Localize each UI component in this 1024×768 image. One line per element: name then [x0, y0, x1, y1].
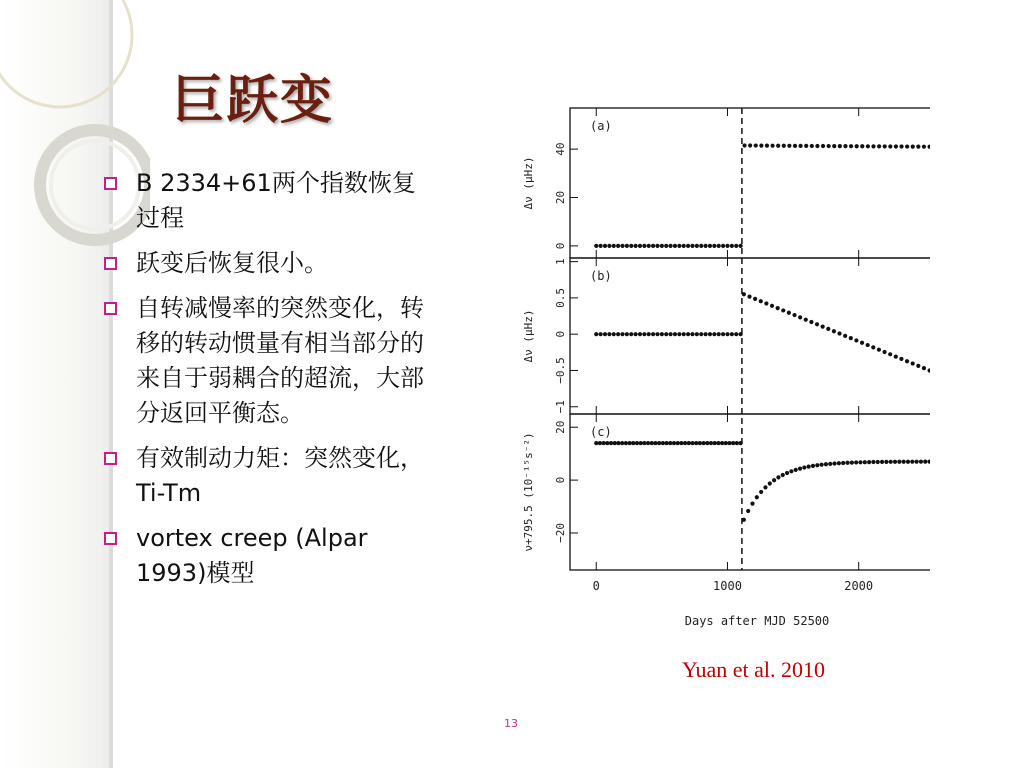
data-point — [721, 244, 725, 248]
data-point — [717, 332, 721, 336]
data-point — [843, 334, 847, 338]
data-point — [712, 332, 716, 336]
data-point — [603, 332, 607, 336]
data-point — [594, 244, 598, 248]
data-point — [910, 460, 914, 464]
data-point — [798, 467, 802, 471]
data-point — [860, 144, 864, 148]
data-point — [837, 461, 841, 465]
data-point — [704, 244, 708, 248]
data-point — [826, 327, 830, 331]
data-point — [815, 463, 819, 467]
data-point — [686, 332, 690, 336]
data-point — [690, 332, 694, 336]
bullet-square-icon — [104, 257, 117, 270]
data-point — [832, 144, 836, 148]
data-point — [594, 332, 598, 336]
data-point — [748, 143, 752, 147]
data-point — [682, 332, 686, 336]
data-point — [642, 441, 646, 445]
data-point — [832, 461, 836, 465]
y-tick-label: 0.5 — [554, 287, 567, 308]
data-point — [799, 144, 803, 148]
data-point — [854, 338, 858, 342]
data-point — [927, 368, 930, 372]
data-point — [776, 144, 780, 148]
data-point — [906, 460, 910, 464]
data-point — [923, 460, 927, 464]
data-point — [694, 441, 698, 445]
data-point — [899, 357, 903, 361]
data-point — [802, 465, 806, 469]
data-point — [855, 144, 859, 148]
panel-label: (a) — [590, 119, 612, 133]
data-point — [883, 144, 887, 148]
data-point — [639, 441, 643, 445]
data-point — [922, 145, 926, 149]
y-axis-title: ν+795.5 (10⁻¹⁵s⁻²) — [522, 432, 535, 552]
data-point — [638, 244, 642, 248]
data-point — [651, 332, 655, 336]
data-point — [616, 441, 620, 445]
panel-frame — [570, 258, 930, 414]
data-point — [770, 144, 774, 148]
data-point — [679, 441, 683, 445]
data-point — [838, 144, 842, 148]
data-point — [866, 343, 870, 347]
data-point — [625, 244, 629, 248]
data-point — [599, 332, 603, 336]
data-point — [647, 244, 651, 248]
data-point — [625, 332, 629, 336]
data-point — [677, 244, 681, 248]
data-point — [888, 144, 892, 148]
data-point — [730, 244, 734, 248]
bullet-square-icon — [104, 302, 117, 315]
data-point — [911, 144, 915, 148]
data-point — [699, 244, 703, 248]
data-point — [634, 244, 638, 248]
data-point — [695, 244, 699, 248]
data-point — [764, 301, 768, 305]
data-point — [919, 460, 923, 464]
data-point — [661, 441, 665, 445]
data-point — [755, 495, 759, 499]
data-point — [893, 460, 897, 464]
data-point — [720, 441, 724, 445]
data-point — [815, 144, 819, 148]
data-point — [712, 244, 716, 248]
data-point — [690, 244, 694, 248]
x-axis-title: Days after MJD 52500 — [684, 614, 830, 628]
data-point — [676, 441, 680, 445]
data-point — [849, 144, 853, 148]
figure-caption: Yuan et al. 2010 — [682, 657, 825, 682]
data-point — [899, 144, 903, 148]
data-point — [781, 473, 785, 477]
data-point — [669, 244, 673, 248]
y-tick-label: 40 — [554, 142, 567, 156]
page-number: 13 — [504, 717, 518, 730]
data-point — [792, 313, 796, 317]
data-point — [828, 462, 832, 466]
data-point — [629, 244, 633, 248]
data-point — [810, 144, 814, 148]
data-point — [627, 441, 631, 445]
data-point — [642, 332, 646, 336]
data-point — [660, 244, 664, 248]
data-point — [854, 460, 858, 464]
data-point — [858, 460, 862, 464]
data-point — [850, 460, 854, 464]
data-point — [927, 145, 930, 149]
bullet-item — [100, 441, 430, 511]
data-point — [631, 441, 635, 445]
y-tick-label: 1 — [554, 258, 567, 265]
data-point — [730, 332, 734, 336]
data-point — [716, 441, 720, 445]
data-point — [721, 332, 725, 336]
data-point — [832, 329, 836, 333]
data-point — [725, 332, 729, 336]
data-point — [634, 332, 638, 336]
data-point — [871, 460, 875, 464]
panel-frame — [570, 414, 930, 570]
y-tick-label: 20 — [554, 190, 567, 205]
data-point — [650, 441, 654, 445]
y-tick-label: 0 — [554, 242, 567, 250]
data-point — [660, 332, 664, 336]
data-point — [609, 441, 613, 445]
data-point — [882, 350, 886, 354]
data-point — [845, 461, 849, 465]
data-point — [673, 332, 677, 336]
data-point — [789, 469, 793, 473]
data-point — [863, 460, 867, 464]
data-point — [905, 359, 909, 363]
data-point — [877, 348, 881, 352]
x-tick-label: 1000 — [713, 579, 742, 593]
data-point — [754, 143, 758, 147]
data-point — [699, 332, 703, 336]
y-tick-label: −20 — [554, 523, 567, 543]
data-point — [613, 441, 617, 445]
data-point — [807, 465, 811, 469]
data-point — [638, 332, 642, 336]
data-point — [698, 441, 702, 445]
data-point — [787, 144, 791, 148]
panel-frame — [570, 108, 930, 258]
data-point — [668, 441, 672, 445]
y-axis-title: Δν (μHz) — [522, 156, 535, 210]
data-point — [647, 332, 651, 336]
data-point — [635, 441, 639, 445]
data-point — [734, 244, 738, 248]
data-point — [821, 325, 825, 329]
bullet-item — [100, 521, 430, 591]
data-point — [708, 244, 712, 248]
data-point — [815, 322, 819, 326]
data-point — [849, 336, 853, 340]
bullet-square-icon — [104, 177, 117, 190]
data-point — [629, 332, 633, 336]
data-point — [612, 332, 616, 336]
data-point — [911, 361, 915, 365]
data-point — [646, 441, 650, 445]
data-point — [664, 332, 668, 336]
panel-label: (c) — [590, 425, 612, 439]
data-point — [602, 441, 606, 445]
data-point — [897, 460, 901, 464]
data-point — [616, 244, 620, 248]
data-point — [888, 352, 892, 356]
data-point — [759, 299, 763, 303]
data-point — [672, 441, 676, 445]
data-point — [717, 244, 721, 248]
data-point — [735, 441, 739, 445]
data-point — [686, 244, 690, 248]
data-point — [598, 441, 602, 445]
data-point — [750, 501, 754, 505]
glitch-chart — [510, 100, 930, 640]
bullet-item — [100, 166, 430, 236]
data-point — [747, 294, 751, 298]
data-point — [860, 341, 864, 345]
data-point — [705, 441, 709, 445]
data-point — [664, 244, 668, 248]
data-point — [916, 364, 920, 368]
data-point — [683, 441, 687, 445]
data-point — [809, 320, 813, 324]
data-point — [599, 244, 603, 248]
bullet-list — [100, 166, 430, 601]
data-point — [827, 144, 831, 148]
data-point — [713, 441, 717, 445]
data-point — [794, 468, 798, 472]
data-point — [876, 460, 880, 464]
data-point — [787, 311, 791, 315]
data-point — [781, 308, 785, 312]
data-point — [624, 441, 628, 445]
data-point — [905, 144, 909, 148]
data-point — [725, 244, 729, 248]
y-tick-label: 0 — [554, 476, 567, 484]
data-point — [804, 144, 808, 148]
data-point — [768, 481, 772, 485]
data-point — [841, 461, 845, 465]
data-point — [889, 460, 893, 464]
data-point — [871, 144, 875, 148]
y-tick-label: 20 — [554, 420, 567, 434]
data-point — [655, 332, 659, 336]
data-point — [607, 332, 611, 336]
data-point — [620, 332, 624, 336]
data-point — [677, 332, 681, 336]
data-point — [772, 478, 776, 482]
data-point — [880, 460, 884, 464]
data-point — [782, 144, 786, 148]
data-point — [867, 460, 871, 464]
data-point — [605, 441, 609, 445]
bullet-square-icon — [104, 452, 117, 465]
data-point — [894, 355, 898, 359]
data-point — [734, 332, 738, 336]
data-point — [843, 144, 847, 148]
data-point — [811, 464, 815, 468]
bullet-text: 有效制动力矩：突然变化，Ti-Tm — [136, 444, 424, 507]
data-point — [824, 462, 828, 466]
data-point — [673, 244, 677, 248]
data-point — [776, 306, 780, 310]
data-point — [642, 244, 646, 248]
bullet-text: vortex creep (Alpar 1993)模型 — [136, 524, 368, 587]
data-point — [738, 244, 742, 248]
bullet-text: B 2334+61两个指数恢复过程 — [136, 169, 416, 232]
data-point — [620, 244, 624, 248]
data-point — [682, 244, 686, 248]
data-point — [708, 332, 712, 336]
data-point — [704, 332, 708, 336]
data-point — [746, 509, 750, 513]
data-point — [804, 318, 808, 322]
data-point — [701, 441, 705, 445]
bullet-square-icon — [104, 532, 117, 545]
y-tick-label: 0 — [554, 330, 567, 338]
data-point — [664, 441, 668, 445]
data-point — [651, 244, 655, 248]
bullet-item — [100, 291, 430, 431]
data-point — [742, 143, 746, 147]
data-point — [655, 244, 659, 248]
data-point — [770, 304, 774, 308]
data-point — [820, 463, 824, 467]
data-point — [594, 441, 598, 445]
x-tick-label: 2000 — [844, 579, 874, 593]
data-point — [763, 485, 767, 489]
data-point — [709, 441, 713, 445]
data-point — [871, 345, 875, 349]
x-tick-label: 0 — [592, 579, 600, 593]
data-point — [765, 144, 769, 148]
data-point — [884, 460, 888, 464]
data-point — [753, 297, 757, 301]
data-point — [695, 332, 699, 336]
data-point — [669, 332, 673, 336]
data-point — [759, 490, 763, 494]
data-point — [657, 441, 661, 445]
data-point — [821, 144, 825, 148]
y-tick-label: −1 — [554, 400, 567, 414]
data-point — [916, 145, 920, 149]
data-point — [687, 441, 691, 445]
data-point — [837, 331, 841, 335]
data-point — [616, 332, 620, 336]
bullet-text: 自转减慢率的突然变化，转移的转动惯量有相当部分的来自于弱耦合的超流，大部分返回平衡态。 — [136, 294, 424, 427]
data-point — [894, 144, 898, 148]
y-tick-label: −0.5 — [554, 357, 567, 384]
data-point — [759, 144, 763, 148]
data-point — [776, 475, 780, 479]
data-point — [731, 441, 735, 445]
data-point — [902, 460, 906, 464]
data-point — [724, 441, 728, 445]
data-point — [793, 144, 797, 148]
data-point — [927, 460, 930, 464]
data-point — [866, 144, 870, 148]
data-point — [785, 471, 789, 475]
bullet-item — [100, 246, 430, 281]
data-point — [620, 441, 624, 445]
panel-label: (b) — [590, 269, 612, 283]
slide-title: 巨跃变 — [172, 71, 335, 131]
data-point — [877, 144, 881, 148]
data-point — [922, 366, 926, 370]
bullet-text: 跃变后恢复很小。 — [136, 249, 328, 277]
data-point — [603, 244, 607, 248]
data-point — [612, 244, 616, 248]
data-point — [727, 441, 731, 445]
data-point — [798, 315, 802, 319]
data-point — [653, 441, 657, 445]
data-point — [690, 441, 694, 445]
data-point — [915, 460, 919, 464]
data-point — [607, 244, 611, 248]
y-axis-title: Δν (μHz) — [522, 309, 535, 363]
